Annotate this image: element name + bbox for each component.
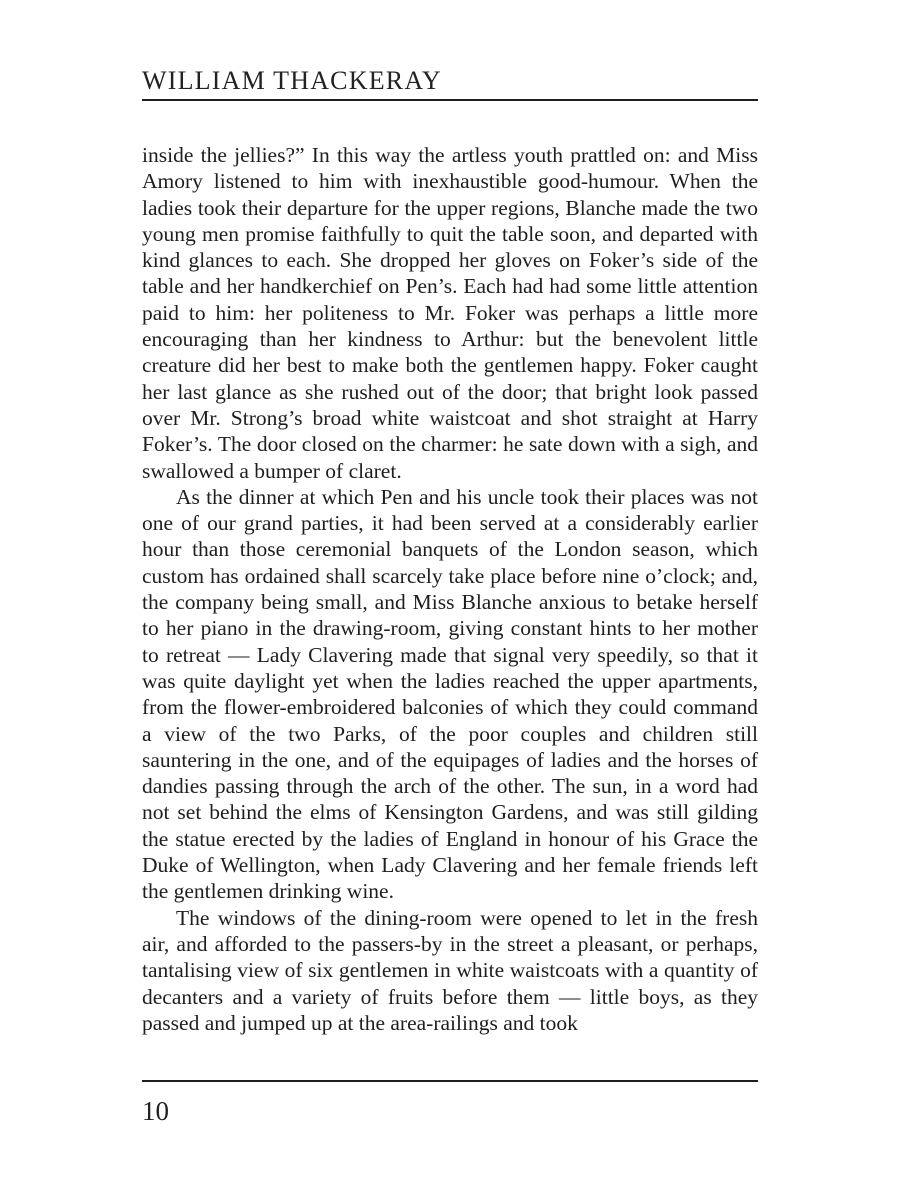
paragraph: The windows of the dining-room were opened to let in the fresh air, and afforded to the passers-by in the street a pleasant, or perhaps, tantalising view of six gentlemen in white waistcoats with a quantity of decanters and a variety of fruits before them — little boys, as they passed and jumped up at the area-railings and took [142, 905, 758, 1035]
body-text [142, 142, 758, 1036]
paragraph: As the dinner at which Pen and his uncle took their places was not one of our grand parties, it had been served at a considerably earlier hour than those ceremonial banquets of the London season, which custom has ordained shall scarcely take place before nine o’clock; and, the company being small, and Miss Blanche anxious to betake herself to her piano in the drawing-room, giving constant hints to her mother to retreat — Lady Clavering made that signal very speedily, so that it was quite daylight yet when the ladies reached the upper apartments, from the flower-embroidered balconies of which they could command a view of the two Parks, of the poor couples and children still sauntering in the one, and of the equipages of ladies and the horses of dandies passing through the arch of the other. The sun, in a word had not set behind the elms of Kensington Gardens, and was still gilding the statue erected by the ladies of England in honour of his Grace the Duke of Wellington, when Lady Clavering and her female friends left the gentlemen drinking wine. [142, 484, 758, 904]
paragraph: inside the jellies?” In this way the artless youth prattled on: and Miss Amory listened to him with inexhaustible good-humour. When the ladies took their departure for the upper regions, Blanche made the two young men promise faithfully to quit the table soon, and departed with kind glances to each. She dropped her gloves on Foker’s side of the table and her handkerchief on Pen’s. Each had had some little attention paid to him: her politeness to Mr. Foker was perhaps a little more encouraging than her kindness to Arthur: but the benevolent little creature did her best to make both the gentlemen happy. Foker caught her last glance as she rushed out of the door; that bright look passed over Mr. Strong’s broad white waistcoat and shot straight at Harry Foker’s. The door closed on the charmer: he sate down with a sigh, and swallowed a bumper of claret. [142, 143, 758, 483]
running-head-title: WILLIAM THACKERAY [142, 66, 442, 95]
header-rule [142, 99, 758, 101]
page-number: 10 [142, 1096, 169, 1126]
footer-rule [142, 1080, 758, 1082]
